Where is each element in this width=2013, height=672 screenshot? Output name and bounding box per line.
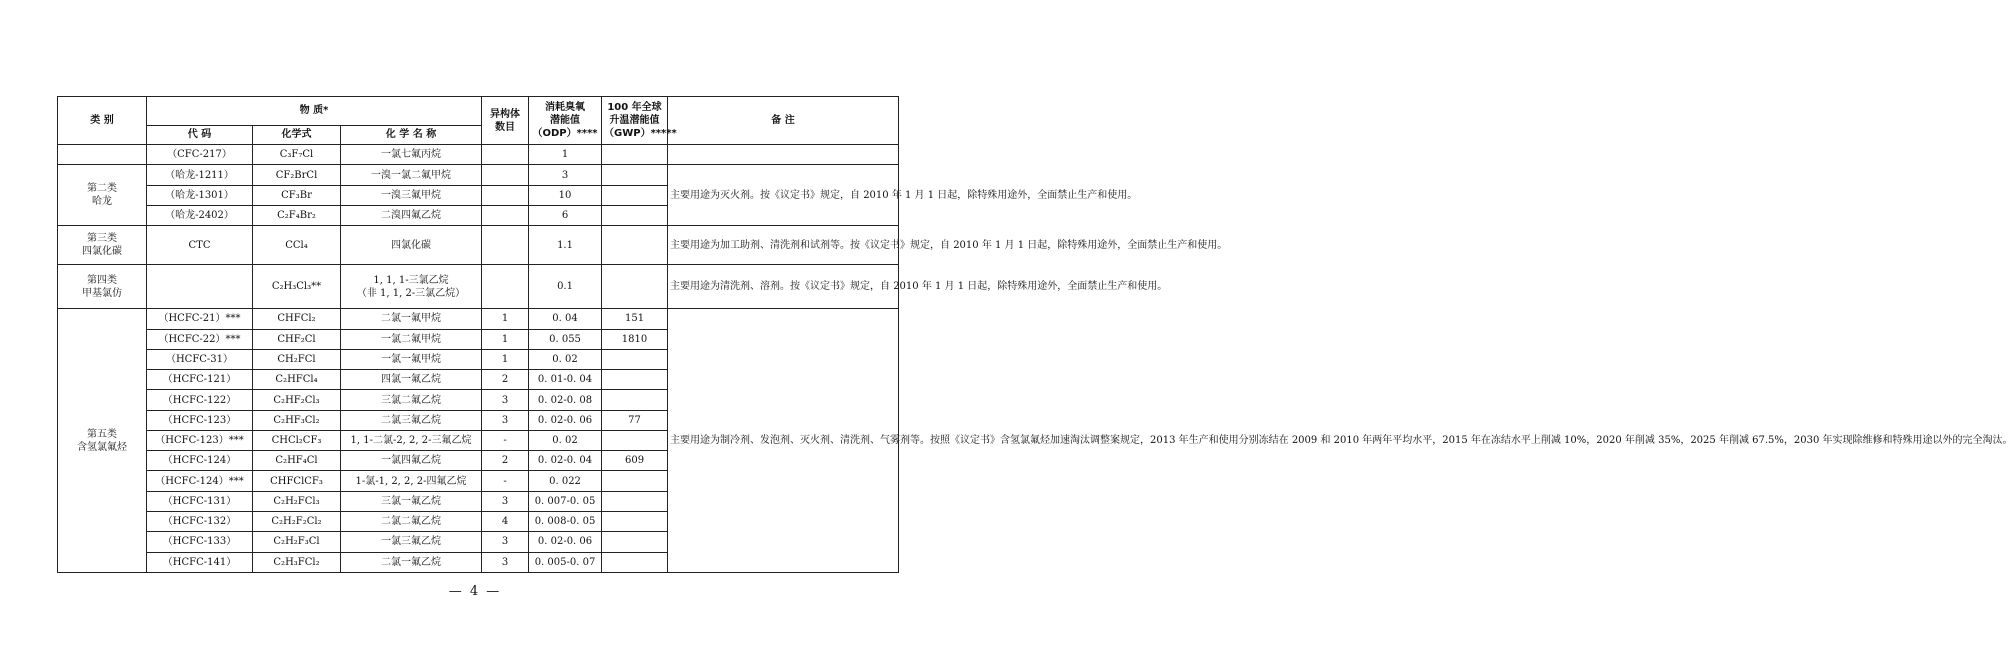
remark-halon: 主要用途为灭火剂。按《议定书》规定，自 2010 年 1 月 1 日起，除特殊用途外，全面禁止生产和使用。 (668, 165, 899, 226)
header-code: 代 码 (147, 125, 253, 144)
table-row (58, 165, 899, 185)
name-cell: 一溴一氯二氟甲烷 (341, 165, 482, 185)
isomer-cell: 3 (482, 532, 529, 552)
name-cell: 二氯一氟乙烷 (341, 552, 482, 572)
name-cell: 三氯二氟乙烷 (341, 390, 482, 410)
gwp-cell (602, 552, 668, 572)
code-cell: （HCFC-122） (147, 390, 253, 410)
gwp-cell (602, 349, 668, 369)
odp-cell: 0. 02 (529, 430, 602, 450)
odp-cell: 10 (529, 185, 602, 205)
code-cell: （HCFC-31） (147, 349, 253, 369)
gwp-cell (602, 532, 668, 552)
formula-cell: CF₂BrCl (253, 165, 341, 185)
name-cell: 一氯四氟乙烷 (341, 451, 482, 471)
code-cell: （哈龙-1211） (147, 165, 253, 185)
formula-cell: C₂H₃FCl₂ (253, 552, 341, 572)
formula-cell: CF₃Br (253, 185, 341, 205)
code-cell: （HCFC-123） (147, 410, 253, 430)
odp-cell: 6 (529, 205, 602, 225)
isomer-cell: - (482, 430, 529, 450)
isomer-cell (482, 205, 529, 225)
category-hcfc: 第五类 含氢氯氟烃 (58, 309, 147, 573)
table-row (58, 226, 899, 265)
odp-cell: 0. 01-0. 04 (529, 370, 602, 390)
formula-cell: CH₂FCl (253, 349, 341, 369)
header-substance: 物 质* (147, 97, 482, 126)
gwp-cell: 151 (602, 309, 668, 329)
formula-cell: C₂HFCl₄ (253, 370, 341, 390)
formula-cell: C₂F₄Br₂ (253, 205, 341, 225)
code-cell: （CFC-217） (147, 145, 253, 165)
odp-cell: 0. 005-0. 07 (529, 552, 602, 572)
category-halon: 第二类 哈龙 (58, 165, 147, 226)
name-cell: 二氯二氟乙烷 (341, 512, 482, 532)
gwp-cell (602, 205, 668, 225)
header-remarks: 备 注 (668, 97, 899, 145)
isomer-cell: 2 (482, 370, 529, 390)
table-row (58, 309, 899, 329)
isomer-cell: 3 (482, 552, 529, 572)
gwp-cell (602, 265, 668, 309)
page-number: — 4 — (448, 584, 502, 599)
formula-cell: CHCl₂CF₃ (253, 430, 341, 450)
odp-cell: 0. 055 (529, 329, 602, 349)
header-odp: 消耗臭氧 潜能值 （ODP）**** (529, 97, 602, 145)
name-cell: 二氯三氟乙烷 (341, 410, 482, 430)
odp-cell: 0. 02 (529, 349, 602, 369)
remark-hcfc: 主要用途为制冷剂、发泡剂、灭火剂、清洗剂、气雾剂等。按照《议定书》含氢氯氟烃加速淘汰调整案规定，2013 年生产和使用分别冻结在 2009 和 2010 年两年平均水平，2015 年在冻结水平上削减 10%，2020 年削减 35%，2025 年削减 67.5%，2030 年实现除维修和特殊用途以外的完全淘汰。 (668, 309, 899, 573)
isomer-cell (482, 226, 529, 265)
isomer-cell: 3 (482, 410, 529, 430)
isomer-cell: 3 (482, 491, 529, 511)
name-cell: 三氯一氟乙烷 (341, 491, 482, 511)
isomer-cell (482, 185, 529, 205)
code-cell: （HCFC-133） (147, 532, 253, 552)
odp-cell: 0. 02-0. 06 (529, 410, 602, 430)
gwp-cell (602, 512, 668, 532)
substance-table (57, 96, 2013, 573)
header-category: 类 别 (58, 97, 147, 145)
isomer-cell (482, 265, 529, 309)
odp-cell: 0. 02-0. 06 (529, 532, 602, 552)
gwp-cell (602, 471, 668, 491)
isomer-cell: - (482, 471, 529, 491)
code-cell: （HCFC-141） (147, 552, 253, 572)
formula-cell: C₂HF₄Cl (253, 451, 341, 471)
gwp-cell (602, 430, 668, 450)
code-cell: （HCFC-131） (147, 491, 253, 511)
code-cell: （哈龙-2402） (147, 205, 253, 225)
odp-cell: 0. 008-0. 05 (529, 512, 602, 532)
name-cell: 四氯化碳 (341, 226, 482, 265)
formula-cell: C₂H₃Cl₃** (253, 265, 341, 309)
gwp-cell (602, 370, 668, 390)
isomer-cell: 1 (482, 349, 529, 369)
remark-ctc: 主要用途为加工助剂、清洗剂和试剂等。按《议定书》规定，自 2010 年 1 月 1 日起，除特殊用途外，全面禁止生产和使用。 (668, 226, 899, 265)
isomer-cell: 2 (482, 451, 529, 471)
table-row (58, 265, 899, 309)
gwp-cell: 609 (602, 451, 668, 471)
formula-cell: CHFClCF₃ (253, 471, 341, 491)
category-methyl-chloroform: 第四类 甲基氯仿 (58, 265, 147, 309)
gwp-cell (602, 226, 668, 265)
isomer-cell: 1 (482, 329, 529, 349)
formula-cell: C₃F₇Cl (253, 145, 341, 165)
gwp-cell (602, 145, 668, 165)
isomer-cell: 1 (482, 309, 529, 329)
header-row-1 (58, 97, 899, 126)
code-cell: （HCFC-22）*** (147, 329, 253, 349)
code-cell: （HCFC-124）*** (147, 471, 253, 491)
name-cell: 一氯三氟乙烷 (341, 532, 482, 552)
formula-cell: CHF₂Cl (253, 329, 341, 349)
code-cell: （HCFC-132） (147, 512, 253, 532)
odp-cell: 0. 007-0. 05 (529, 491, 602, 511)
formula-cell: C₂H₂F₃Cl (253, 532, 341, 552)
formula-cell: CCl₄ (253, 226, 341, 265)
remark-methyl-chloroform: 主要用途为清洗剂、溶剂。按《议定书》规定，自 2010 年 1 月 1 日起，除特殊用途外，全面禁止生产和使用。 (668, 265, 899, 309)
gwp-cell (602, 165, 668, 185)
odp-cell: 3 (529, 165, 602, 185)
odp-cell: 0. 02-0. 04 (529, 451, 602, 471)
name-cell: 1, 1-二氯-2, 2, 2-三氟乙烷 (341, 430, 482, 450)
remark-cell (668, 145, 899, 165)
name-cell: 1-氯-1, 2, 2, 2-四氟乙烷 (341, 471, 482, 491)
gwp-cell: 1810 (602, 329, 668, 349)
gwp-cell: 77 (602, 410, 668, 430)
odp-cell: 0. 022 (529, 471, 602, 491)
code-cell: （HCFC-124） (147, 451, 253, 471)
code-cell: （HCFC-123）*** (147, 430, 253, 450)
code-cell (147, 265, 253, 309)
isomer-cell: 4 (482, 512, 529, 532)
odp-cell: 0. 04 (529, 309, 602, 329)
header-isomers: 异构体 数目 (482, 97, 529, 145)
name-cell: 四氯一氟乙烷 (341, 370, 482, 390)
formula-cell: C₂HF₂Cl₃ (253, 390, 341, 410)
code-cell: CTC (147, 226, 253, 265)
code-cell: （HCFC-121） (147, 370, 253, 390)
table-row (58, 145, 899, 165)
code-cell: （哈龙-1301） (147, 185, 253, 205)
odp-cell: 0. 02-0. 08 (529, 390, 602, 410)
isomer-cell (482, 145, 529, 165)
gwp-cell (602, 185, 668, 205)
name-cell: 一氯二氟甲烷 (341, 329, 482, 349)
odp-cell: 1.1 (529, 226, 602, 265)
isomer-cell: 3 (482, 390, 529, 410)
formula-cell: C₂H₂F₂Cl₂ (253, 512, 341, 532)
odp-cell: 0.1 (529, 265, 602, 309)
category-cell (58, 145, 147, 165)
name-cell: 一氯一氟甲烷 (341, 349, 482, 369)
isomer-cell (482, 165, 529, 185)
header-chem-name: 化 学 名 称 (341, 125, 482, 144)
gwp-cell (602, 390, 668, 410)
header-gwp: 100 年全球 升温潜能值 （GWP）***** (602, 97, 668, 145)
header-formula: 化学式 (253, 125, 341, 144)
code-cell: （HCFC-21）*** (147, 309, 253, 329)
formula-cell: C₂H₂FCl₃ (253, 491, 341, 511)
formula-cell: C₂HF₃Cl₂ (253, 410, 341, 430)
odp-cell: 1 (529, 145, 602, 165)
gwp-cell (602, 491, 668, 511)
formula-cell: CHFCl₂ (253, 309, 341, 329)
name-cell: 1, 1, 1-三氯乙烷 （非 1, 1, 2-三氯乙烷） (341, 265, 482, 309)
name-cell: 一溴三氟甲烷 (341, 185, 482, 205)
name-cell: 一氯七氟丙烷 (341, 145, 482, 165)
category-ctc: 第三类 四氯化碳 (58, 226, 147, 265)
name-cell: 二溴四氟乙烷 (341, 205, 482, 225)
name-cell: 二氯一氟甲烷 (341, 309, 482, 329)
